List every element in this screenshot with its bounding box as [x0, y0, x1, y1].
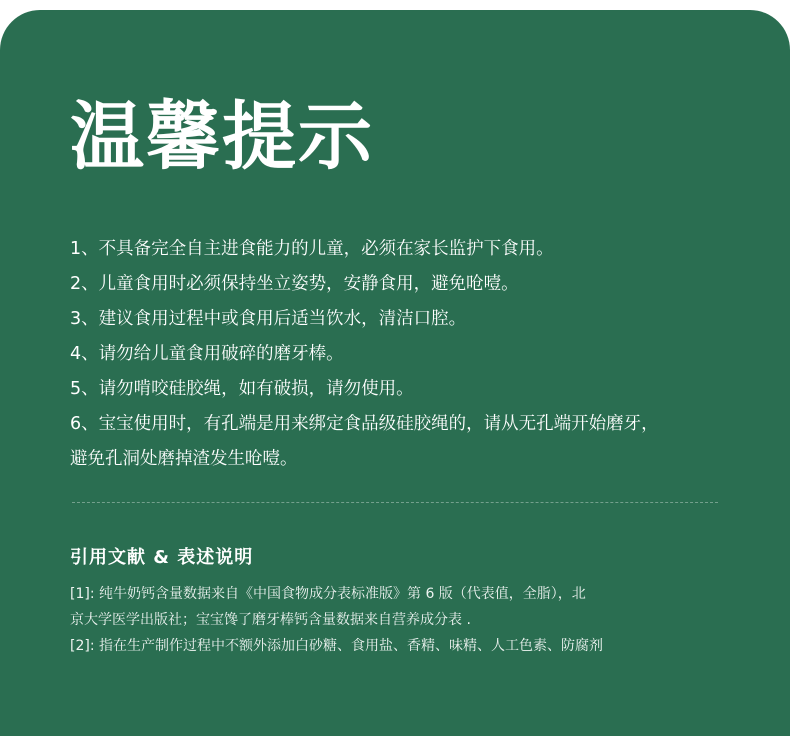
- reference-line: [2]: 指在生产制作过程中不额外添加白砂糖、食用盐、香精、味精、人工色素、防腐剂: [70, 638, 603, 654]
- tip-item: 3、建议食用过程中或食用后适当饮水，清洁口腔。: [70, 309, 467, 329]
- tip-item-continuation: 避免孔洞处磨掉渣发生呛噎。: [70, 449, 298, 469]
- tip-item: 4、请勿给儿童食用破碎的磨牙棒。: [70, 344, 344, 364]
- reference-line: [1]: 纯牛奶钙含量数据来自《中国食物成分表标准版》第 6 版（代表值，全脂），北: [70, 586, 586, 602]
- tips-list: [70, 232, 720, 477]
- tip-item: 5、请勿啃咬硅胶绳，如有破损，请勿使用。: [70, 379, 414, 399]
- tip-item: 2、儿童食用时必须保持坐立姿势，安静食用，避免呛噎。: [70, 274, 519, 294]
- tip-item: 1、不具备完全自主进食能力的儿童，必须在家长监护下食用。: [70, 239, 554, 259]
- tip-item: 6、宝宝使用时，有孔端是用来绑定食品级硅胶绳的，请从无孔端开始磨牙，: [70, 414, 659, 434]
- references-list: [70, 581, 720, 659]
- dashed-divider: [72, 502, 718, 503]
- page-title: 温馨提示: [70, 94, 374, 180]
- references-heading: 引用文献 & 表述说明: [70, 547, 254, 568]
- notice-panel: [0, 10, 790, 736]
- reference-line: 京大学医学出版社；宝宝馋了磨牙棒钙含量数据来自营养成分表 .: [70, 612, 471, 628]
